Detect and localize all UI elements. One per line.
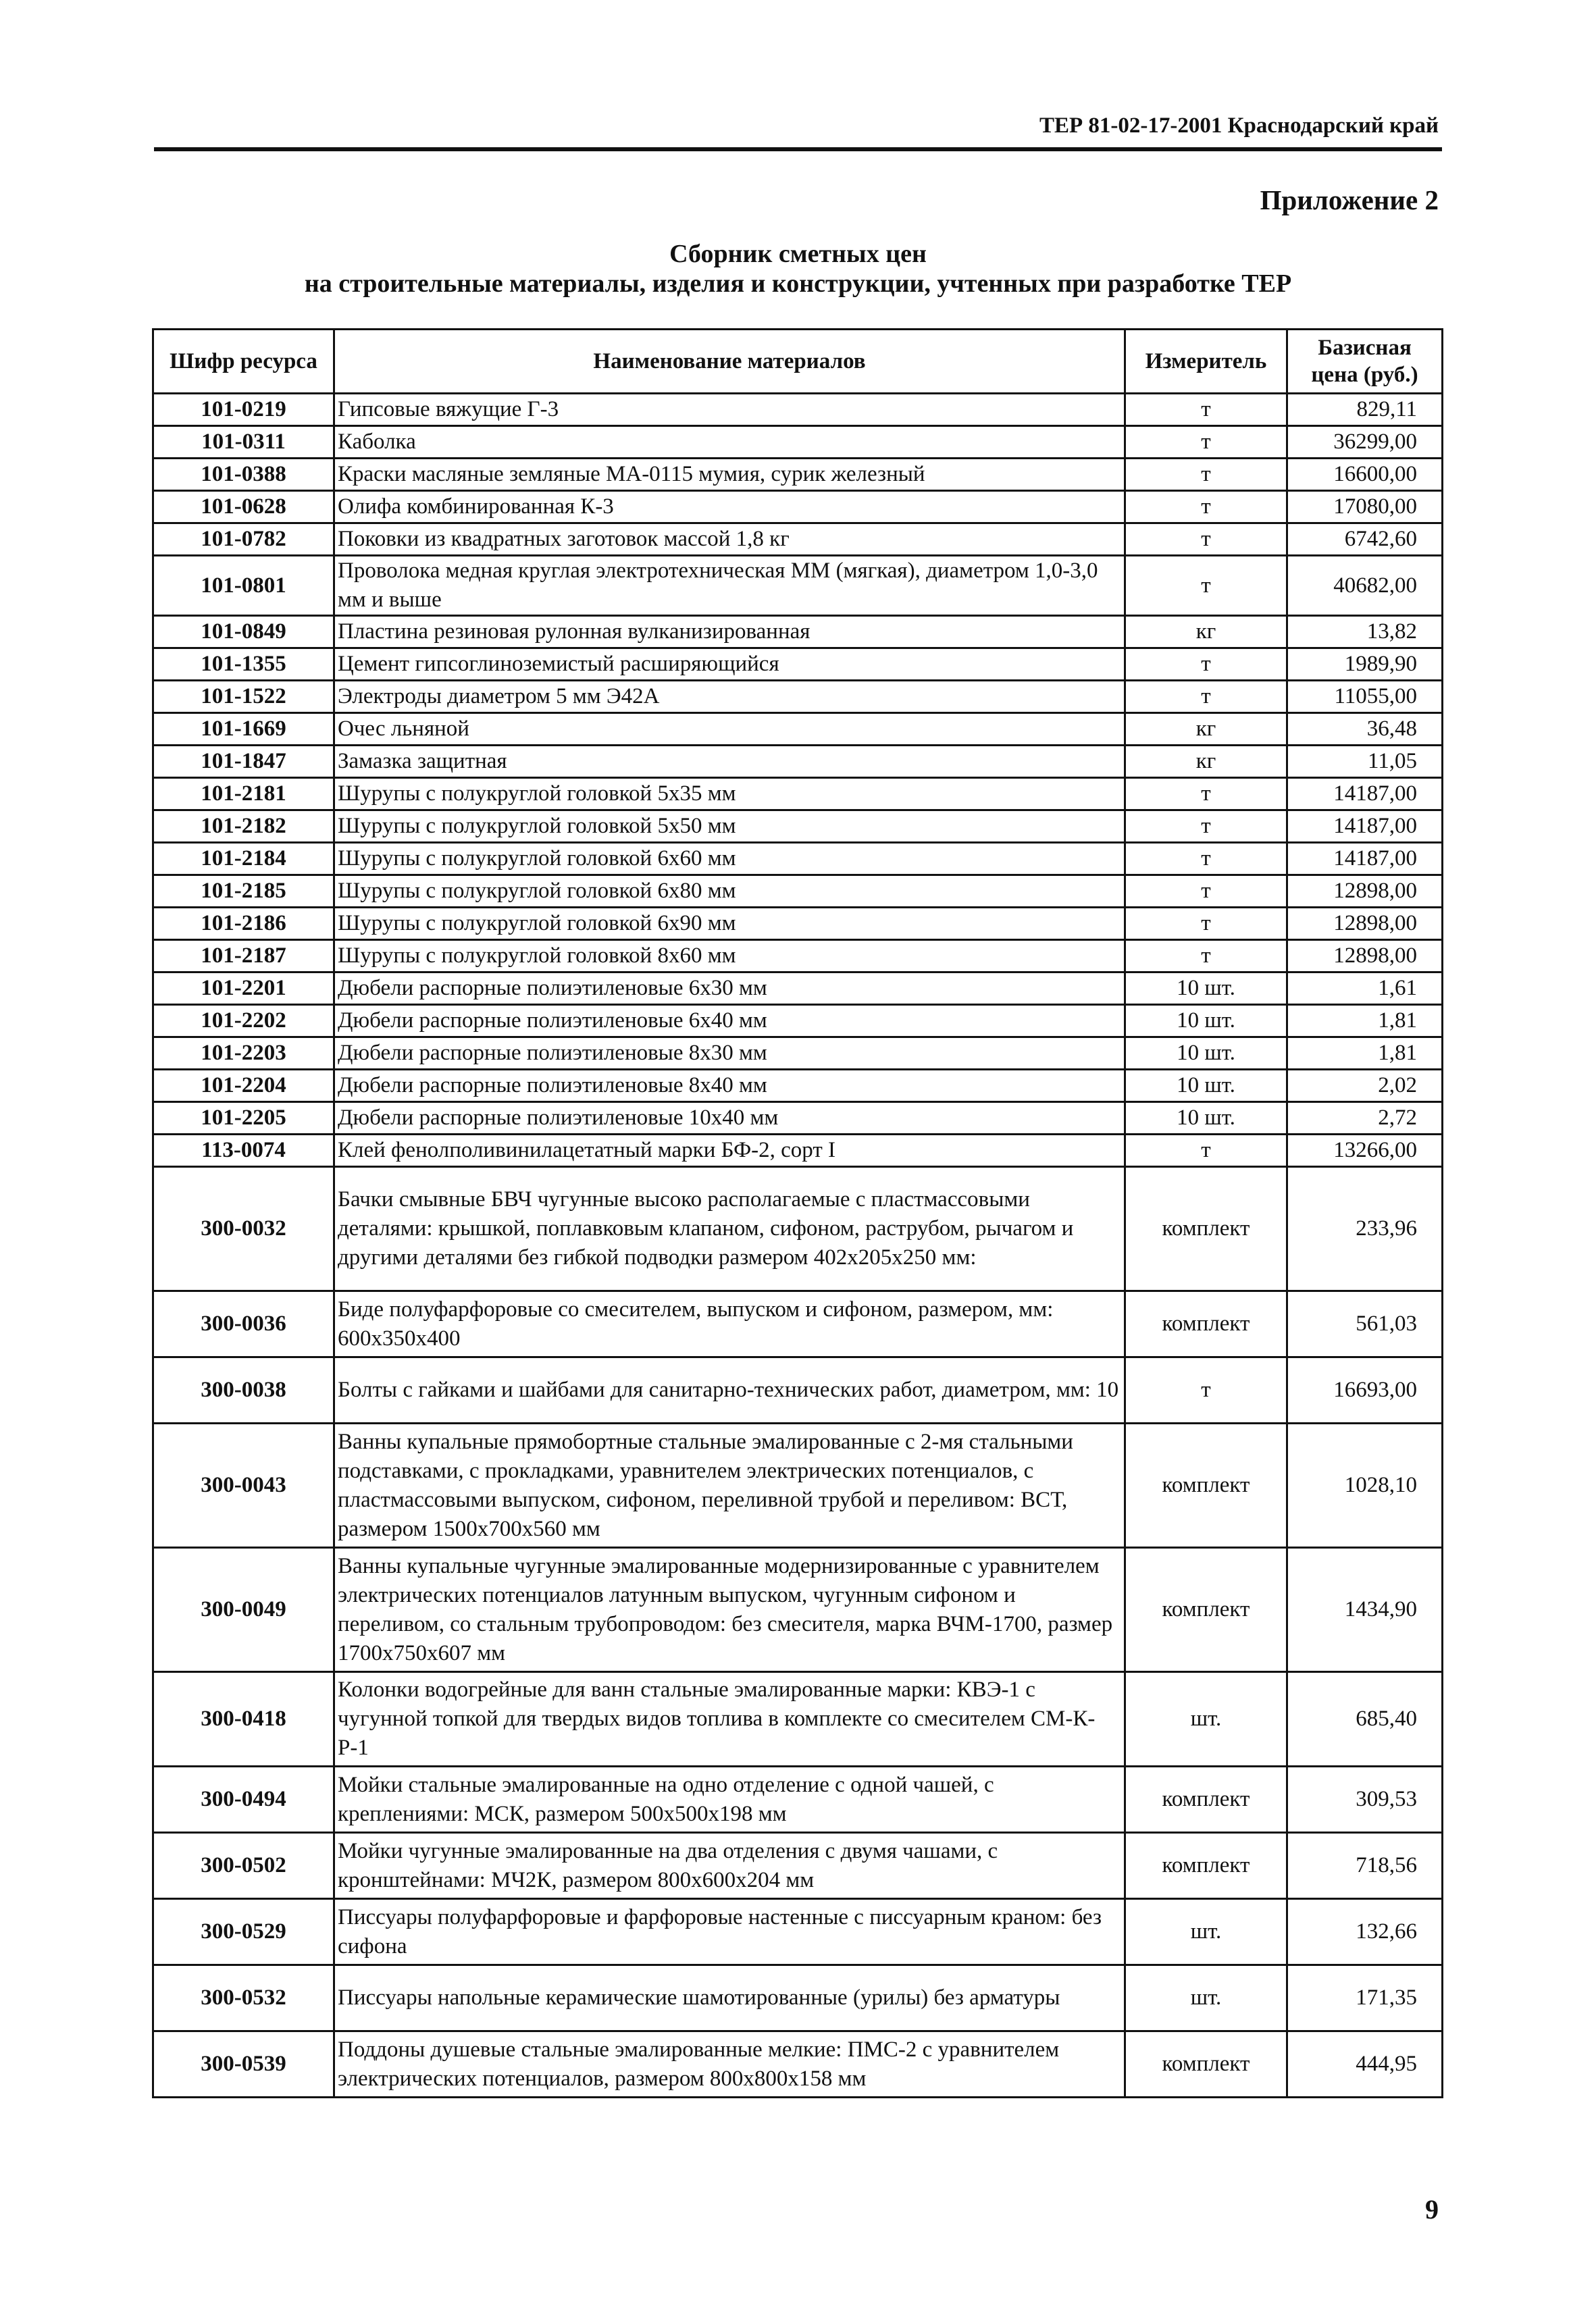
unit-of-measure: шт. [1125,1965,1287,2031]
resource-code: 101-1355 [153,648,334,681]
base-price: 12898,00 [1287,875,1443,908]
unit-of-measure: комплект [1125,1767,1287,1833]
column-header-name: Наименование материалов [334,330,1125,394]
page-subtitle: на строительные материалы, изделия и конструкции, учтенных при разработке ТЕР [304,269,1292,298]
unit-of-measure: комплект [1125,1291,1287,1357]
table-row [153,778,1443,810]
base-price: 13,82 [1287,616,1443,648]
base-price: 11,05 [1287,746,1443,778]
table-row [153,459,1443,491]
base-price: 829,11 [1287,394,1443,426]
resource-code: 300-0032 [153,1167,334,1291]
table-row [153,1005,1443,1037]
resource-code: 101-2181 [153,778,334,810]
unit-of-measure: т [1125,681,1287,713]
table-row [153,616,1443,648]
material-name: Шурупы с полукруглой головкой 6х90 мм [334,908,1125,940]
base-price: 309,53 [1287,1767,1443,1833]
material-name: Шурупы с полукруглой головкой 5х50 мм [334,810,1125,843]
base-price: 14187,00 [1287,778,1443,810]
base-price: 12898,00 [1287,908,1443,940]
resource-code: 101-2187 [153,940,334,972]
material-name: Электроды диаметром 5 мм Э42А [334,681,1125,713]
base-price: 40682,00 [1287,556,1443,616]
unit-of-measure: т [1125,875,1287,908]
base-price: 16693,00 [1287,1357,1443,1424]
base-price: 12898,00 [1287,940,1443,972]
header-rule [154,147,1442,151]
resource-code: 101-0628 [153,491,334,523]
table-row [153,1965,1443,2031]
resource-code: 101-2182 [153,810,334,843]
table-row [153,523,1443,556]
resource-code: 101-0311 [153,426,334,459]
base-price: 1434,90 [1287,1548,1443,1672]
base-price: 36299,00 [1287,426,1443,459]
material-name: Колонки водогрейные для ванн стальные эмалированные марки: КВЭ-1 с чугунной топкой для твердых видов топлива в комплекте со смесителем СМ-К-Р-1 [334,1672,1125,1767]
material-name: Дюбели распорные полиэтиленовые 8х30 мм [334,1037,1125,1070]
material-name: Краски масляные земляные МА-0115 мумия, сурик железный [334,459,1125,491]
page-title: Сборник сметных цен [669,240,927,268]
table-row [153,648,1443,681]
table-row [153,1291,1443,1357]
table-row [153,1102,1443,1135]
base-price: 14187,00 [1287,810,1443,843]
material-name: Писсуары полуфарфоровые и фарфоровые настенные с писсуарным краном: без сифона [334,1899,1125,1965]
table-row [153,681,1443,713]
base-price: 17080,00 [1287,491,1443,523]
unit-of-measure: кг [1125,616,1287,648]
resource-code: 300-0529 [153,1899,334,1965]
resource-code: 300-0036 [153,1291,334,1357]
unit-of-measure: 10 шт. [1125,1102,1287,1135]
material-name: Писсуары напольные керамические шамотированные (урилы) без арматуры [334,1965,1125,2031]
base-price: 685,40 [1287,1672,1443,1767]
table-row [153,2031,1443,2098]
table-row [153,426,1443,459]
base-price: 2,72 [1287,1102,1443,1135]
unit-of-measure: кг [1125,746,1287,778]
unit-of-measure: т [1125,459,1287,491]
table-row [153,1357,1443,1424]
material-name: Дюбели распорные полиэтиленовые 10х40 мм [334,1102,1125,1135]
table-row [153,1767,1443,1833]
material-name: Мойки стальные эмалированные на одно отделение с одной чашей, с креплениями: МСК, размером 500х500х198 мм [334,1767,1125,1833]
resource-code: 300-0049 [153,1548,334,1672]
table-row [153,556,1443,616]
material-name: Шурупы с полукруглой головкой 6х80 мм [334,875,1125,908]
table-row [153,1672,1443,1767]
base-price: 1028,10 [1287,1424,1443,1548]
resource-code: 300-0038 [153,1357,334,1424]
material-name: Клей фенолполивинилацетатный марки БФ-2, сорт I [334,1135,1125,1167]
base-price: 1,81 [1287,1037,1443,1070]
table-row [153,810,1443,843]
material-name: Олифа комбинированная К-3 [334,491,1125,523]
base-price: 444,95 [1287,2031,1443,2098]
resource-code: 300-0043 [153,1424,334,1548]
unit-of-measure: т [1125,491,1287,523]
unit-of-measure: т [1125,940,1287,972]
table-row [153,875,1443,908]
table-row [153,713,1443,746]
base-price: 1,61 [1287,972,1443,1005]
unit-of-measure: 10 шт. [1125,1070,1287,1102]
material-name: Болты с гайками и шайбами для санитарно-технических работ, диаметром, мм: 10 [334,1357,1125,1424]
base-price: 561,03 [1287,1291,1443,1357]
unit-of-measure: т [1125,556,1287,616]
base-price: 132,66 [1287,1899,1443,1965]
unit-of-measure: т [1125,523,1287,556]
material-name: Шурупы с полукруглой головкой 5х35 мм [334,778,1125,810]
resource-code: 101-2204 [153,1070,334,1102]
table-row [153,972,1443,1005]
resource-code: 300-0502 [153,1833,334,1899]
base-price: 171,35 [1287,1965,1443,2031]
material-name: Шурупы с полукруглой головкой 8х60 мм [334,940,1125,972]
material-name: Пластина резиновая рулонная вулканизированная [334,616,1125,648]
table-row [153,1833,1443,1899]
base-price: 233,96 [1287,1167,1443,1291]
resource-code: 101-0801 [153,556,334,616]
document-reference: ТЕР 81-02-17-2001 Краснодарский край [1039,113,1439,138]
column-header-unit: Измеритель [1125,330,1287,394]
material-name: Каболка [334,426,1125,459]
unit-of-measure: комплект [1125,1167,1287,1291]
unit-of-measure: 10 шт. [1125,1037,1287,1070]
resource-code: 101-1669 [153,713,334,746]
table-row [153,843,1443,875]
resource-code: 300-0494 [153,1767,334,1833]
material-name: Дюбели распорные полиэтиленовые 8х40 мм [334,1070,1125,1102]
material-name: Бачки смывные БВЧ чугунные высоко располагаемые с пластмассовыми деталями: крышкой, поплавковым клапаном, сифоном, раструбом, рычагом и другими деталями без гибкой подводки размером 402х205х250 мм: [334,1167,1125,1291]
material-name: Ванны купальные прямобортные стальные эмалированные с 2-мя стальными подставками, с прокладками, уравнителем электрических потенциалов, с пластмассовыми выпуском, сифоном, переливной трубой и переливом: ВСТ, размером 1500х700х560 мм [334,1424,1125,1548]
unit-of-measure: шт. [1125,1672,1287,1767]
column-header-code: Шифр ресурса [153,330,334,394]
resource-code: 101-2201 [153,972,334,1005]
unit-of-measure: т [1125,1135,1287,1167]
resource-code: 101-2203 [153,1037,334,1070]
resource-code: 300-0539 [153,2031,334,2098]
resource-code: 101-0219 [153,394,334,426]
material-name: Дюбели распорные полиэтиленовые 6х30 мм [334,972,1125,1005]
table-row [153,908,1443,940]
table-row [153,1548,1443,1672]
table-header-row [153,330,1443,394]
unit-of-measure: т [1125,394,1287,426]
resource-code: 300-0418 [153,1672,334,1767]
table-row [153,1070,1443,1102]
base-price: 2,02 [1287,1070,1443,1102]
column-header-price: Базисная цена (руб.) [1287,330,1443,394]
material-name: Проволока медная круглая электротехническая ММ (мягкая), диаметром 1,0-3,0 мм и выше [334,556,1125,616]
resource-code: 101-0388 [153,459,334,491]
resource-code: 101-2185 [153,875,334,908]
table-row [153,940,1443,972]
unit-of-measure: т [1125,778,1287,810]
material-name: Замазка защитная [334,746,1125,778]
base-price: 14187,00 [1287,843,1443,875]
material-name: Шурупы с полукруглой головкой 6х60 мм [334,843,1125,875]
unit-of-measure: т [1125,843,1287,875]
unit-of-measure: т [1125,648,1287,681]
table-row [153,1135,1443,1167]
unit-of-measure: комплект [1125,1548,1287,1672]
table-row [153,394,1443,426]
material-name: Гипсовые вяжущие Г-3 [334,394,1125,426]
resource-code: 101-2186 [153,908,334,940]
unit-of-measure: комплект [1125,2031,1287,2098]
resource-code: 300-0532 [153,1965,334,2031]
resource-code: 101-0782 [153,523,334,556]
base-price: 718,56 [1287,1833,1443,1899]
unit-of-measure: 10 шт. [1125,972,1287,1005]
unit-of-measure: т [1125,1357,1287,1424]
table-row [153,1037,1443,1070]
base-price: 36,48 [1287,713,1443,746]
base-price: 13266,00 [1287,1135,1443,1167]
unit-of-measure: т [1125,426,1287,459]
base-price: 16600,00 [1287,459,1443,491]
resource-code: 113-0074 [153,1135,334,1167]
unit-of-measure: комплект [1125,1833,1287,1899]
resource-code: 101-0849 [153,616,334,648]
material-name: Поковки из квадратных заготовок массой 1,8 кг [334,523,1125,556]
unit-of-measure: кг [1125,713,1287,746]
unit-of-measure: т [1125,908,1287,940]
unit-of-measure: шт. [1125,1899,1287,1965]
resource-code: 101-2205 [153,1102,334,1135]
unit-of-measure: 10 шт. [1125,1005,1287,1037]
base-price: 6742,60 [1287,523,1443,556]
resource-code: 101-2184 [153,843,334,875]
base-price: 1989,90 [1287,648,1443,681]
table-row [153,1424,1443,1548]
base-price: 11055,00 [1287,681,1443,713]
materials-price-table [152,328,1443,2098]
appendix-label: Приложение 2 [1260,184,1439,215]
resource-code: 101-2202 [153,1005,334,1037]
material-name: Ванны купальные чугунные эмалированные модернизированные с уравнителем электрических потенциалов латунным выпуском, чугунным сифоном и переливом, со стальным трубопроводом: без смесителя, марка ВЧМ-1700, размер 1700х750х607 мм [334,1548,1125,1672]
base-price: 1,81 [1287,1005,1443,1037]
material-name: Мойки чугунные эмалированные на два отделения с двумя чашами, с кронштейнами: МЧ2К, размером 800х600х204 мм [334,1833,1125,1899]
table-row [153,491,1443,523]
unit-of-measure: комплект [1125,1424,1287,1548]
material-name: Дюбели распорные полиэтиленовые 6х40 мм [334,1005,1125,1037]
material-name: Цемент гипсоглиноземистый расширяющийся [334,648,1125,681]
resource-code: 101-1847 [153,746,334,778]
table-row [153,746,1443,778]
page-number: 9 [1425,2194,1439,2225]
table-row [153,1167,1443,1291]
resource-code: 101-1522 [153,681,334,713]
material-name: Биде полуфарфоровые со смесителем, выпуском и сифоном, размером, мм: 600х350х400 [334,1291,1125,1357]
unit-of-measure: т [1125,810,1287,843]
table-row [153,1899,1443,1965]
material-name: Поддоны душевые стальные эмалированные мелкие: ПМС-2 с уравнителем электрических потенциалов, размером 800х800х158 мм [334,2031,1125,2098]
material-name: Очес льняной [334,713,1125,746]
